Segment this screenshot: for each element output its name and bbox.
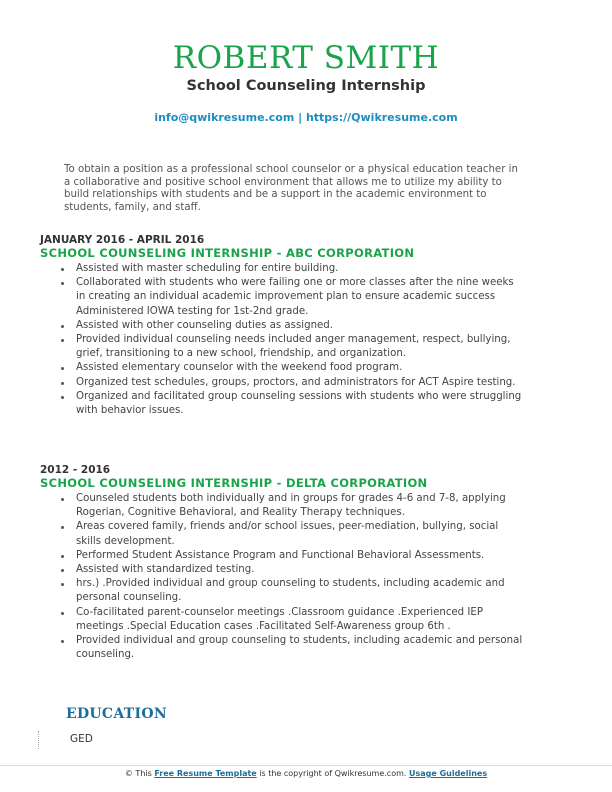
list-item: Counseled students both individually and in groups for grades 4-6 and 7-8, applying Rogerian, Cognitive Behavioral, and Reality Therapy techniques. <box>76 492 524 520</box>
list-item: Collaborated with students who were failing one or more classes after the nine weeks in creating an individual academic improvement plan to ensure academic success Administered IOWA testing for 1st-2nd grade. <box>76 276 524 319</box>
contact-info[interactable]: info@qwikresume.com | https://Qwikresume.com <box>154 111 458 124</box>
candidate-role: School Counseling Internship <box>186 78 426 94</box>
job-bullets <box>40 262 560 418</box>
education-item: GED <box>70 733 93 745</box>
footer-prefix: © This <box>124 769 155 778</box>
list-item: Provided individual counseling needs included anger management, respect, bullying, grief, transitioning to a new school, friendship, and organization. <box>76 333 524 361</box>
footer-divider <box>0 765 612 766</box>
summary-paragraph: To obtain a position as a professional school counselor or a physical education teacher in a collaborative and positive school environment that allows me to utilize my ability to build relationships with students and be a support in the academic environment to students, family, and staff. <box>64 164 518 213</box>
list-item: Assisted with standardized testing. <box>76 563 524 577</box>
experience-entry-1 <box>40 234 560 418</box>
candidate-name: ROBERT SMITH <box>172 40 440 76</box>
experience-entry-2 <box>40 464 560 662</box>
list-item: Assisted with master scheduling for entire building. <box>76 262 524 276</box>
job-bullets <box>40 492 560 662</box>
usage-guidelines-link[interactable]: Usage Guidelines <box>408 769 488 778</box>
job-date: 2012 - 2016 <box>40 464 111 476</box>
list-item: Performed Student Assistance Program and Functional Behavioral Assessments. <box>76 549 524 563</box>
list-item: Co-facilitated parent-counselor meetings .Classroom guidance .Experienced IEP meetings .Special Education cases .Facilitated Self-Awareness group 6th . <box>76 606 524 634</box>
education-divider <box>38 731 39 749</box>
list-item: Assisted with other counseling duties as assigned. <box>76 319 524 333</box>
list-item: Assisted elementary counselor with the weekend food program. <box>76 361 524 375</box>
list-item: Provided individual and group counseling to students, including academic and personal counseling. <box>76 634 524 662</box>
job-title: SCHOOL COUNSELING INTERNSHIP - DELTA CORPORATION <box>40 476 428 490</box>
list-item: Areas covered family, friends and/or school issues, peer-mediation, bullying, social skills development. <box>76 520 524 548</box>
education-heading: EDUCATION <box>66 706 167 722</box>
footer-middle: is the copyright of Qwikresume.com. <box>256 769 409 778</box>
footer <box>0 769 612 778</box>
free-resume-template-link[interactable]: Free Resume Template <box>154 769 257 778</box>
list-item: Organized test schedules, groups, proctors, and administrators for ACT Aspire testing. <box>76 376 524 390</box>
job-date: JANUARY 2016 - APRIL 2016 <box>40 234 205 246</box>
list-item: Organized and facilitated group counseling sessions with students who were struggling with behavior issues. <box>76 390 524 418</box>
job-title: SCHOOL COUNSELING INTERNSHIP - ABC CORPORATION <box>40 246 415 260</box>
list-item: hrs.) .Provided individual and group counseling to students, including academic and personal counseling. <box>76 577 524 605</box>
